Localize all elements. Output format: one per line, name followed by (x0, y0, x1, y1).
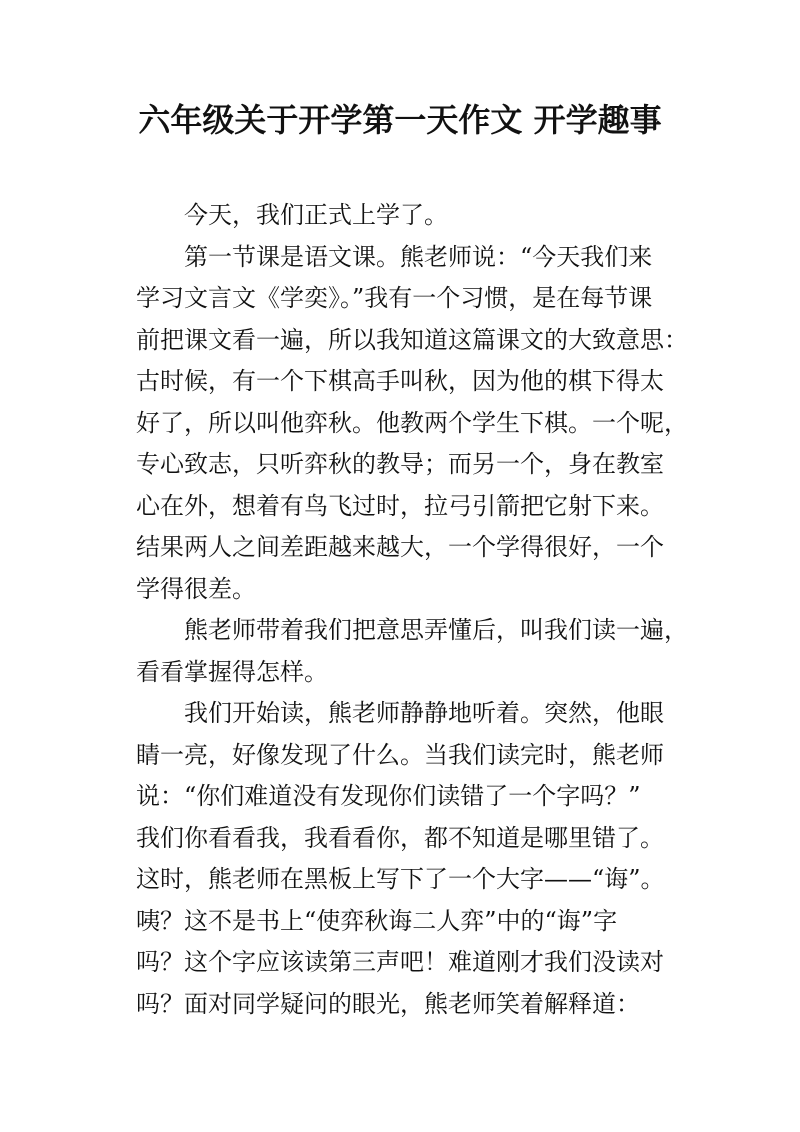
text-line: 前把课文看一遍，所以我知道这篇课文的大致意思： (136, 325, 688, 354)
text-line: 吗？面对同学疑问的眼光，熊老师笑着解释道： (136, 989, 640, 1018)
text-line-paragraph-start: 熊老师带着我们把意思弄懂后，叫我们读一遍， (184, 616, 688, 644)
text-line: 心在外，想着有鸟飞过时，拉弓引箭把它射下来。 (136, 491, 664, 520)
text-line: 结果两人之间差距越来越大，一个学得很好，一个 (136, 533, 664, 561)
text-line: 专心致志，只听弈秋的教导；而另一个，身在教室 (136, 450, 664, 478)
text-line-paragraph-start: 第一节课是语文课。熊老师说：“今天我们来 (184, 242, 653, 271)
text-line: 学习文言文《学奕》。”我有一个习惯，是在每节课 (136, 284, 653, 312)
document-title: 六年级关于开学第一天作文 开学趣事 (138, 101, 662, 139)
text-line: 看看掌握得怎样。 (136, 657, 328, 686)
text-line: 咦？这不是书上“使弈秋诲二人弈”中的“诲”字 (136, 906, 618, 935)
text-line: 学得很差。 (136, 574, 256, 603)
text-line: 吗？这个字应该读第三声吧！难道刚才我们没读对 (136, 948, 664, 976)
text-line: 我们你看看我，我看看你，都不知道是哪里错了。 (136, 823, 664, 852)
essay-body (136, 195, 688, 1025)
text-line: 古时候，有一个下棋高手叫秋，因为他的棋下得太 (136, 367, 664, 395)
text-line: 这时，熊老师在黑板上写下了一个大字——“诲”。 (136, 865, 665, 893)
text-line: 说：“你们难道没有发现你们读错了一个字吗？” (136, 782, 641, 810)
text-line-paragraph-start: 今天，我们正式上学了。 (184, 201, 448, 229)
text-line: 睛一亮，好像发现了什么。当我们读完时，熊老师 (136, 740, 664, 769)
text-line: 好了，所以叫他弈秋。他教两个学生下棋。一个呢， (136, 408, 688, 437)
text-line-paragraph-start: 我们开始读，熊老师静静地听着。突然，他眼 (184, 699, 664, 727)
